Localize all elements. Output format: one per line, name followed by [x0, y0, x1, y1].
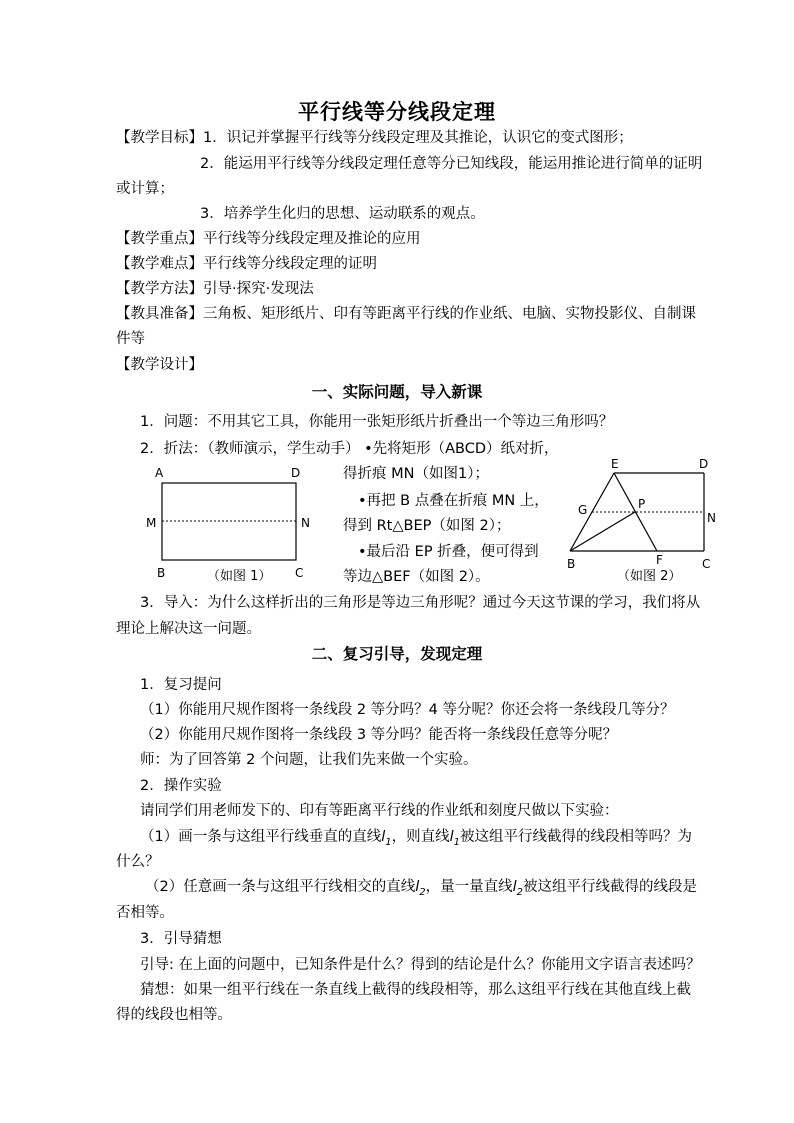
fold-step-3: •最后沿 EP 折叠，便可得到: [358, 544, 539, 560]
section-1-lead-in-cont: 理论上解决这一问题。: [116, 621, 261, 637]
experiment-step-1: [140, 827, 692, 853]
difficulty-text: 平行线等分线段定理的证明: [203, 256, 377, 272]
tools-line: [116, 304, 696, 324]
figure-2-triangle: [558, 456, 728, 586]
section-1-fold-intro: 2．折法：（教师演示，学生动手） •先将矩形（ABCD）纸对折，: [140, 441, 559, 457]
experiment-step-1-cont: 什么？: [116, 854, 160, 870]
line-l2: $l_2$: [415, 879, 426, 898]
review-question-1: （1）你能用尺规作图将一条线段 2 等分吗？4 等分呢？你还会将一条线段几等分？: [140, 702, 675, 718]
experiment-step-2-cont: 否相等。: [116, 905, 174, 921]
label-p: P: [638, 497, 646, 511]
objective-item-1: 1．识记并掌握平行线等分线段定理及其推论，认识它的变式图形；: [203, 130, 633, 146]
section-1-heading: 一、实际问题，导入新课: [311, 383, 483, 401]
line-l2: $l_2$: [512, 879, 524, 898]
objective-item-3: 3．培养学生化归的思想、运动联系的观点。: [200, 206, 485, 222]
section-2-heading: 二、复习引导，发现定理: [311, 645, 483, 663]
objective-item-2: 2．能运用平行线等分线段定理任意等分已知线段，能运用推论进行简单的证明: [200, 156, 703, 172]
focus-text: 平行线等分线段定理及推论的应用: [203, 231, 421, 247]
experiment-step-2-part-1: （2）任意画一条与这组平行线相交的直线: [145, 879, 416, 895]
experiment-step-1-part-3: 被这组平行线截得的线段相等吗？为: [460, 829, 693, 845]
design-tag: 【教学设计】: [116, 357, 203, 373]
objective-item-2-cont: 或计算；: [116, 181, 174, 197]
line-l1: $l_1$: [449, 829, 461, 848]
fold-step-2: •再把 B 点叠在折痕 MN 上，: [358, 493, 549, 509]
section-1-lead-in: 3．导入：为什么这样折出的三角形是等边三角形呢？通过今天这节课的学习，我们将从: [140, 595, 701, 611]
conjecture-cont: 得的线段也相等。: [116, 1007, 232, 1023]
review-question-2: （2）你能用尺规作图将一条线段 3 等分吗？能否将一条线段任意等分呢？: [140, 727, 618, 743]
experiment-step-2-part-2: ，量一量直线: [425, 879, 513, 895]
label-m: M: [146, 516, 157, 530]
label-c: C: [295, 566, 304, 580]
fold-step-2-cont: 得到 Rt△BEP（如图 2）；: [343, 518, 511, 534]
difficulty-tag: 【教学难点】: [116, 256, 203, 272]
method-text: 引导·探究·发现法: [203, 281, 314, 297]
segment-bp: [570, 512, 635, 551]
objectives-tag: 【教学目标】: [116, 130, 203, 146]
tools-text: 三角板、矩形纸片、印有等距离平行线的作业纸、电脑、实物投影仪、自制课: [203, 306, 696, 322]
guide-question: 引导: 在上面的问题中，已知条件是什么？得到的结论是什么？你能用文字语言表述吗？: [140, 957, 701, 973]
experiment-step-2: [145, 877, 697, 903]
experiment-step-1-part-1: （1）画一条与这组平行线垂直的直线: [140, 829, 382, 845]
experiment-intro: 请同学们用老师发下的、印有等距离平行线的作业纸和刻度尺做以下实验：: [140, 803, 619, 819]
label-n: N: [707, 511, 716, 525]
fold-step-3-cont: 等边△BEF（如图 2）。: [343, 569, 490, 585]
figure-2-caption: （如图 2）: [617, 569, 682, 584]
experiment-title: 2．操作实验: [140, 778, 222, 794]
label-e: E: [611, 457, 619, 471]
label-d: D: [699, 457, 709, 471]
tools-tag: 【教具准备】: [116, 306, 203, 322]
review-title: 1．复习提问: [140, 677, 222, 693]
label-f: F: [656, 553, 663, 567]
label-b: B: [157, 566, 166, 580]
conjecture: 猜想：如果一组平行线在一条直线上截得的线段相等，那么这组平行线在其他直线上截: [140, 982, 691, 998]
label-d: D: [291, 466, 301, 480]
method-tag: 【教学方法】: [116, 281, 203, 297]
line-l1: $l_1$: [381, 829, 392, 848]
label-g: G: [578, 503, 588, 517]
page-title: 平行线等分线段定理: [298, 100, 496, 124]
label-b: B: [567, 557, 576, 571]
focus-tag: 【教学重点】: [116, 231, 203, 247]
section-1-question: 1．问题：不用其它工具，你能用一张矩形纸片折叠出一个等边三角形吗？: [140, 414, 614, 430]
fold-step-1: 得折痕 MN（如图1）；: [343, 466, 489, 482]
method-line: [116, 279, 314, 299]
focus-line: [116, 229, 421, 249]
guess-title: 3．引导猜想: [140, 931, 222, 947]
teacher-remark: 师：为了回答第 2 个问题，让我们先来做一个实验。: [140, 752, 478, 768]
objectives-line-1: [116, 128, 633, 148]
figure-1-caption: （如图 1）: [207, 569, 272, 584]
label-n: N: [301, 516, 310, 530]
label-a: A: [155, 466, 164, 480]
tools-line-cont: 件等: [116, 331, 145, 347]
difficulty-line: [116, 254, 377, 274]
label-c: C: [702, 557, 711, 571]
experiment-step-2-part-3: 被这组平行线截得的线段是: [523, 879, 698, 895]
experiment-step-1-part-2: ，则直线: [391, 829, 450, 845]
figure-1-rectangle: [140, 462, 330, 588]
